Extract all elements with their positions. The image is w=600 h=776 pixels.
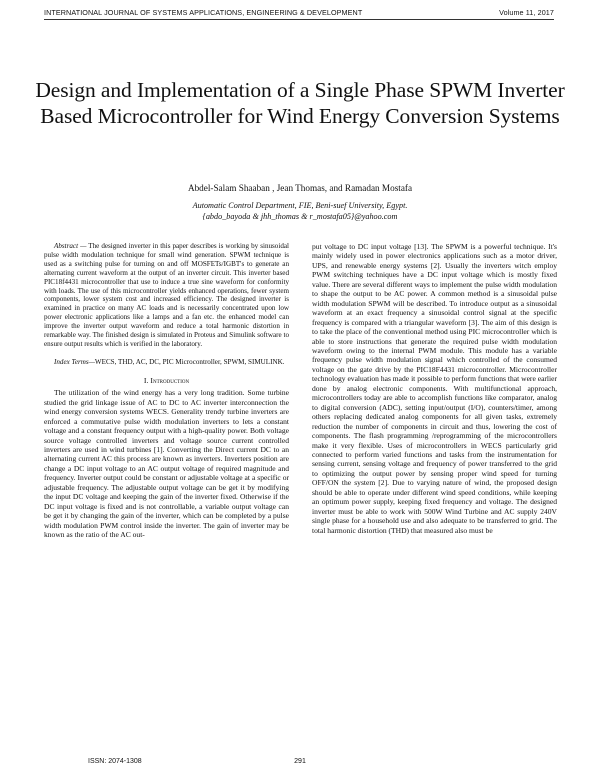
left-column	[44, 242, 289, 539]
section-heading-introduction	[44, 376, 289, 385]
section-title: Introduction	[150, 375, 190, 385]
affiliation: Automatic Control Department, FIE, Beni-suef University, Egypt.	[192, 201, 408, 210]
author-emails: {abdo_bayoda & jhh_thomas & r_mostafa05}@yahoo.com	[202, 212, 398, 221]
volume-info: Volume 11, 2017	[499, 8, 554, 17]
abstract	[44, 242, 289, 349]
index-terms-label: Index Terms—	[54, 357, 95, 366]
intro-paragraph: The utilization of the wind energy has a very long tradition. Some turbine studied the grid linkage issue of AC to DC to AC inverter interconnection the wind energy conversion systems WECS. Generality trendy turbine inverters are enforced a commutative pulse width modulation inverters to lets a constant voltage and a constant frequency output with a high-quality power. Both voltage source voltage controlled inverters and voltage source current controlled inverters are used in wind turbines [1]. Converting the Direct current DC to an alternating current AC this process are known as inverters. Inverters position are change a DC input voltage to an AC output voltage of required magnitude and frequency. Inverter output could be constant or adjustable voltage at a specific or adjustable frequency. The adjustable output voltage can be get it by modifying the input DC voltage and keeping the gain of the inverter fixed. Otherwise if the DC input voltage is fixed and is not controllable, a variable output voltage can be get it by changing the gain of the inverter, which can be completed by a pulse width modulation PWM control inside the inverter. The gain of inverter may be known as the ratio of the AC out-	[44, 388, 289, 540]
right-column	[312, 242, 557, 535]
body-paragraph: put voltage to DC input voltage [13]. The SPWM is a powerful technique. It's mainly widely used in power electronics applications such as a motor driver, UPS, and renewable energy systems [2]. Usually the inverters witch employ PWM switching techniques have a DC input voltage which is mostly fixed value. There are several different ways to implement the pulse width modulation to shape the output to be AC power. A common method is a sinusoidal pulse width modulation SPWM will be described. To introduce output as a sinusoidal waveform at an exact frequency a sinusoidal control signal at the specific frequency is compared with a triangular waveform [3]. The aim of this design is to take the place of the conventional method using PIC microcontroller which is able to store instructions that generate the required pulse width modulation waveform owing to the internal PWM module. This module has a variable frequency pulse width modulation signal which controlled of the consumed voltage on the gate drive by the PIC18F4431 microcontroller. Microcontroller technology evaluation has made it possible to perform functions that were earlier done by analog electronic components. With multifunctional approach, microcontrollers today are able to accomplish functions like comparator, analog to digital conversion (ADC), setting input/output (I/O), counters/timer, among others replacing dedicated analog components for all given tasks, extremely reduction the number of components in circuit and thus, lowering the cost of components. The flash programming /reprogramming of the microcontrollers make it very flexible. Uses of microcontrollers in WECS particularly grid connected to perform varied functions and tasks from the instrumentation for sensing current, sensing voltage and frequency of power transferred to the grid to optimizing the output power by sensing proper wind speed for turning OFF/ON the system [2]. Due to varying nature of wind, the proposed design should be able to operate under different wind speed conditions, while keeping an optimum power supply, keeping fixed frequency and voltage. The designed inverter must be able to work with 500W Wind Turbine and AC supply 240V single phase for a household use and also adequate to be transferred to grid. The total harmonic distortion (THD) that measured also must be	[312, 242, 557, 535]
index-terms	[44, 358, 289, 367]
paper-title: Design and Implementation of a Single Phase SPWM Inverter Based Microcontroller for Wind Energy Conversion Systems	[35, 78, 565, 128]
header-rule	[44, 19, 554, 20]
abstract-text: The designed inverter in this paper describes is working by sinusoidal pulse width modulation technique for small wind generation. SPWM technique is used as a switching pulse for turning on and off MOSFETs/IGBT's to generate an alternating current waveform at the output of an inverter circuit. This inverter based PIC18f4431 microcontroller that use to induce a true sine waveform for conformity with loads. The use of this microcontroller yields enhanced operations, fewer system components, lower system cost and increased efficiency. The designed inverter is examined in practice on many AC loads and is necessarily concentrated upon low power electronic applications like a lamps and a fan etc. the enhanced model can improve the inverter output waveform and reduce a total harmonic distortion in remarkable way. The finished design is simulated in Proteus and Simulink software to ensure output results which is verified in the laboratory.	[44, 242, 289, 348]
page-footer	[88, 758, 512, 768]
author-list: Abdel-Salam Shaaban , Jean Thomas, and Ramadan Mostafa	[187, 183, 413, 193]
section-number: I.	[143, 375, 149, 385]
abstract-label: Abstract —	[54, 242, 87, 250]
affiliation-block	[40, 200, 560, 222]
index-terms-text: WECS, THD, AC, DC, PIC Microcontroller, SPWM, SIMULINK.	[94, 357, 285, 366]
page-number: 291	[294, 758, 306, 765]
issn: ISSN: 2074-1308	[88, 758, 142, 765]
journal-name: INTERNATIONAL JOURNAL OF SYSTEMS APPLICATIONS, ENGINEERING & DEVELOPMENT	[44, 8, 363, 17]
